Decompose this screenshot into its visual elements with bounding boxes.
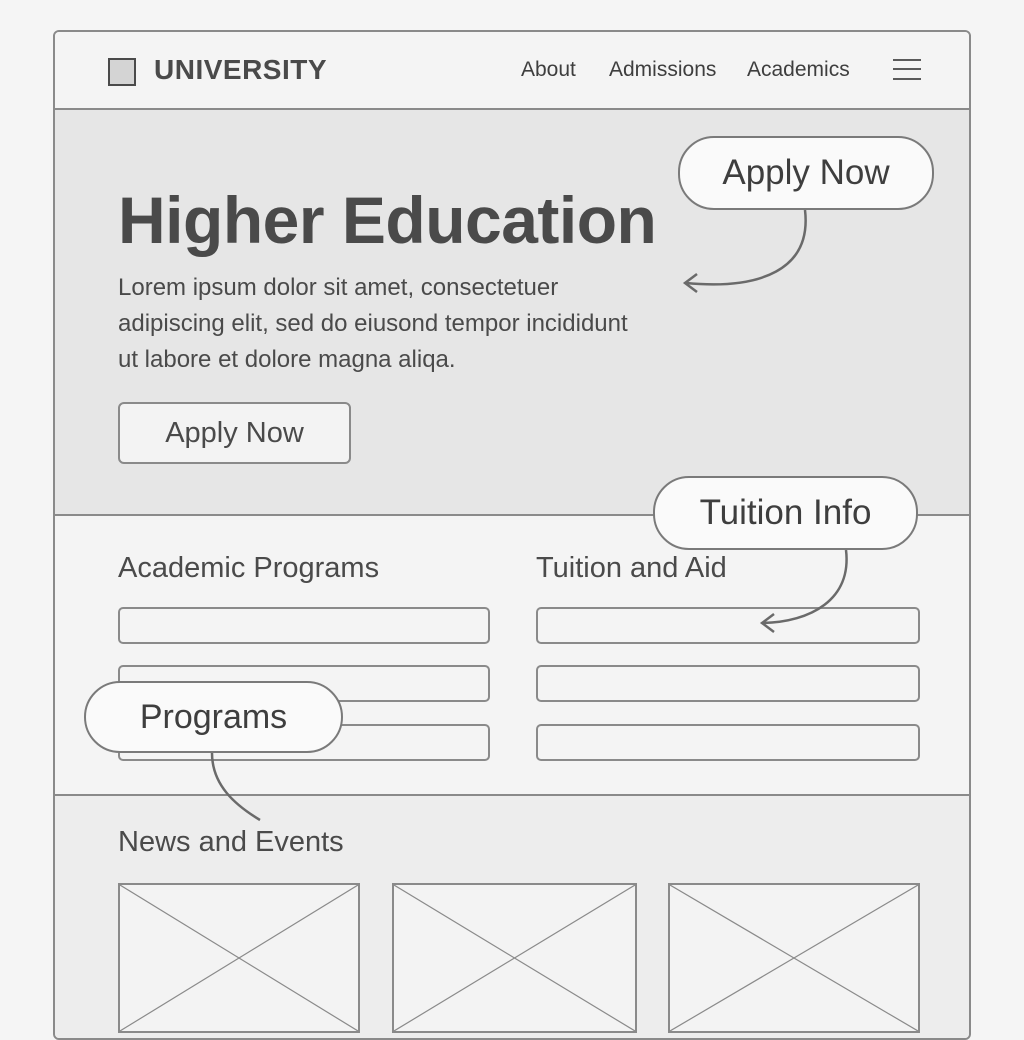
brand-name[interactable]: UNIVERSITY bbox=[154, 54, 328, 85]
image-placeholder-icon bbox=[120, 885, 358, 1031]
apply-now-button[interactable]: Apply Now bbox=[118, 402, 351, 464]
menu-line bbox=[893, 59, 921, 61]
hero-description: Lorem ipsum dolor sit amet, consectetuer adipiscing elit, sed do eiusond tempor incididunt ut labore et dolore magna aliqa. bbox=[118, 274, 628, 373]
apply-now-callout: Apply Now bbox=[678, 136, 934, 210]
image-placeholder-icon bbox=[670, 885, 918, 1031]
tuition-info-callout: Tuition Info bbox=[653, 476, 918, 550]
programs-tuition-section bbox=[55, 516, 969, 796]
image-placeholder-icon bbox=[394, 885, 635, 1031]
nav-about[interactable]: About bbox=[521, 58, 576, 81]
news-card[interactable] bbox=[392, 883, 637, 1033]
news-card[interactable] bbox=[668, 883, 920, 1033]
tuition-list-item[interactable] bbox=[536, 665, 920, 702]
nav-admissions[interactable]: Admissions bbox=[609, 58, 717, 81]
menu-line bbox=[893, 78, 921, 80]
news-events-heading: News and Events bbox=[118, 826, 344, 858]
hero-title: Higher Education bbox=[118, 183, 657, 257]
tuition-aid-heading: Tuition and Aid bbox=[536, 552, 727, 584]
menu-line bbox=[893, 68, 921, 70]
news-card[interactable] bbox=[118, 883, 360, 1033]
tuition-list-item[interactable] bbox=[536, 724, 920, 761]
hamburger-menu-icon[interactable] bbox=[893, 57, 921, 81]
site-header bbox=[55, 32, 969, 110]
nav-academics[interactable]: Academics bbox=[747, 58, 850, 81]
academic-programs-heading: Academic Programs bbox=[118, 552, 380, 584]
programs-callout: Programs bbox=[84, 681, 343, 753]
logo-icon[interactable] bbox=[108, 58, 136, 86]
tuition-list-item[interactable] bbox=[536, 607, 920, 644]
program-list-item[interactable] bbox=[118, 607, 490, 644]
news-events-section bbox=[55, 796, 969, 1040]
